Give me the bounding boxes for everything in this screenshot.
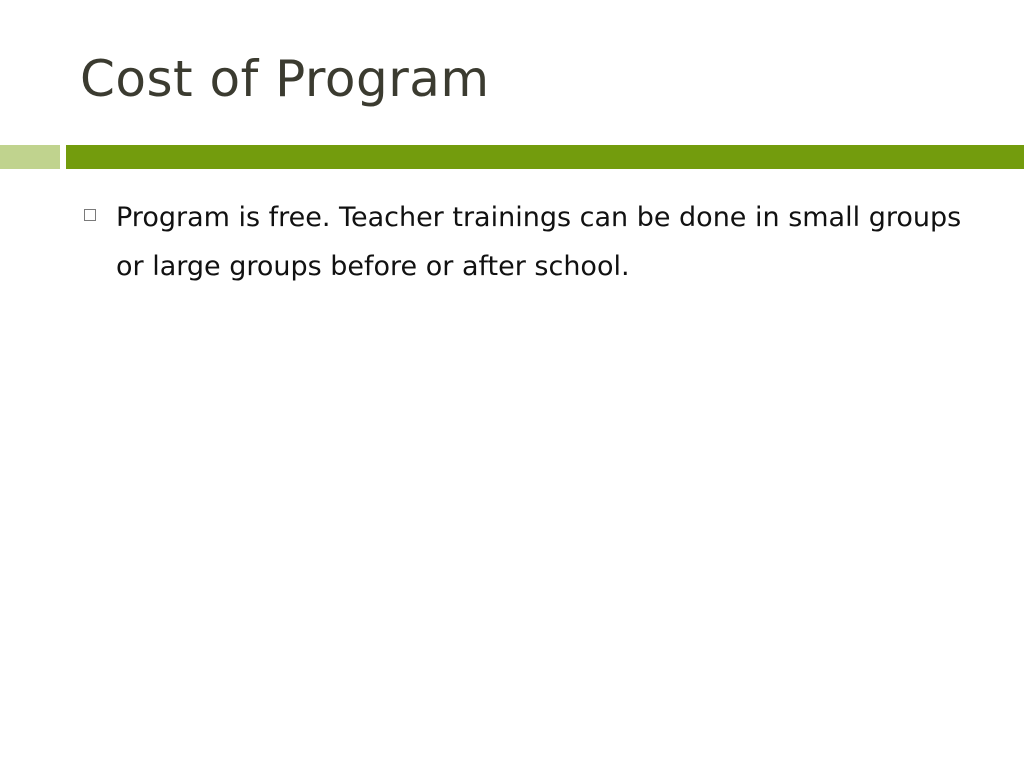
accent-bar-light (0, 145, 60, 169)
bullet-item (84, 193, 984, 291)
hollow-square-bullet-icon (84, 209, 96, 221)
accent-bar-dark (66, 145, 1024, 169)
bullet-list (84, 193, 984, 291)
bullet-text: Program is free. Teacher trainings can be done in small groups or large groups before or after school. (116, 202, 962, 282)
slide-title: Cost of Program (80, 50, 490, 108)
